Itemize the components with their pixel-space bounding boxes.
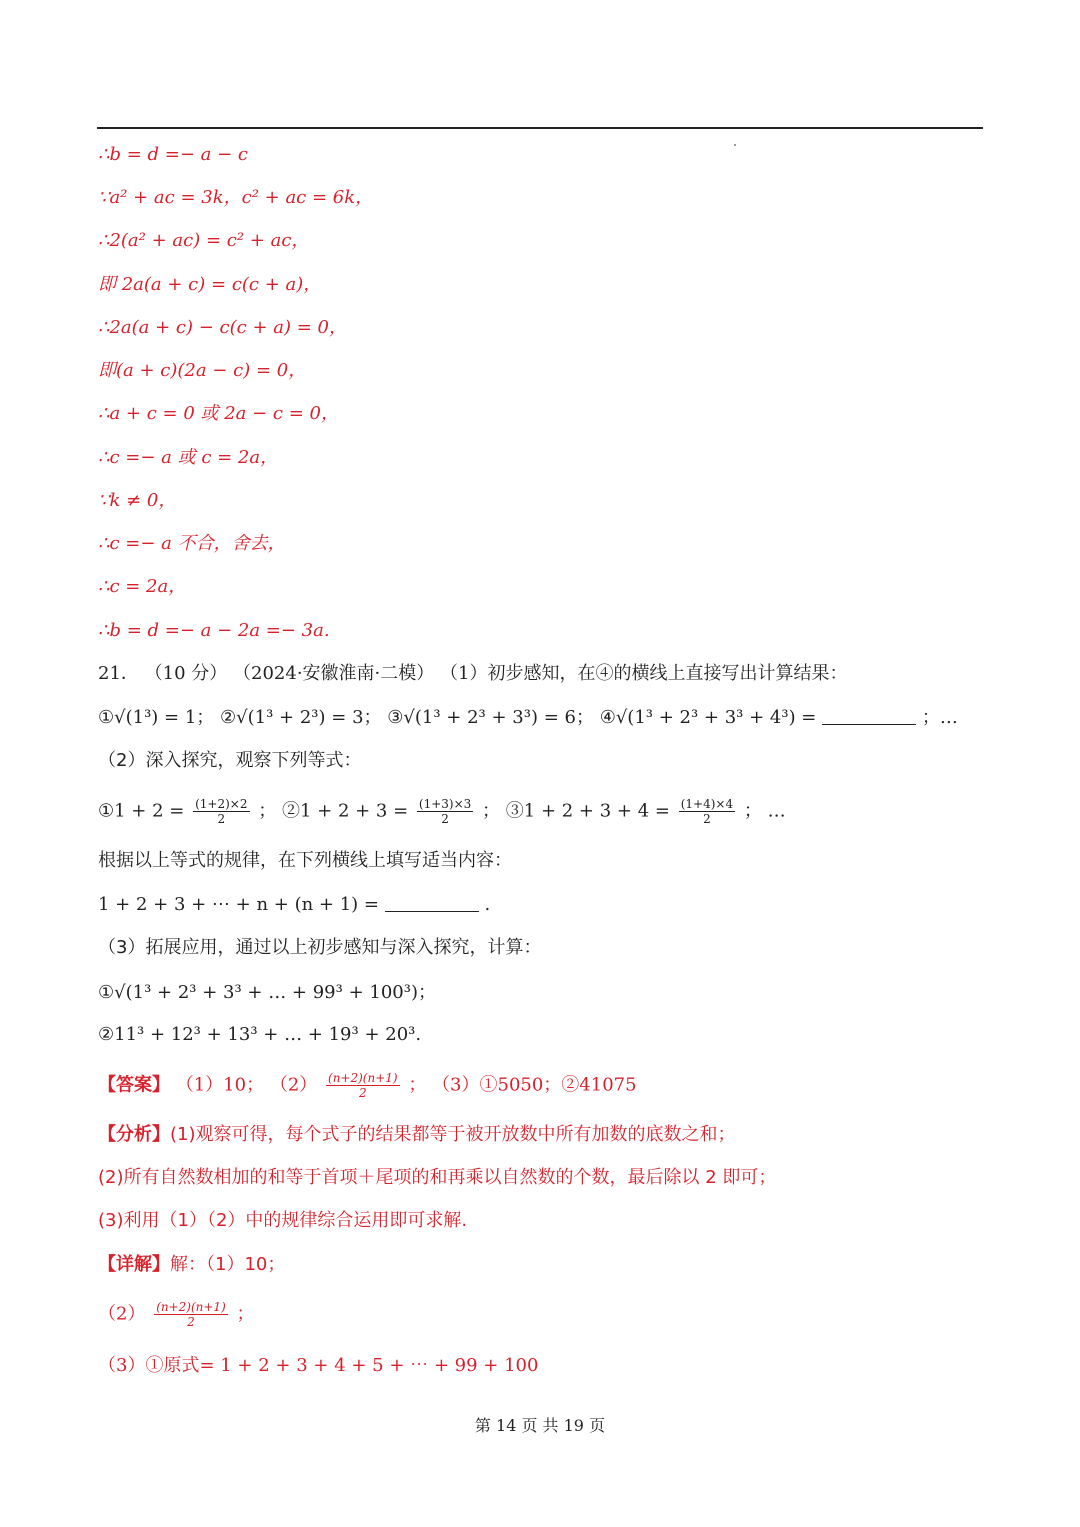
part3-item-2: ②11³ + 12³ + 13³ + … + 19³ + 20³.: [98, 1024, 422, 1045]
part2-intro: （2）深入探究，观察下列等式：: [98, 750, 362, 771]
question-source: （2024·安徽淮南·二模）: [233, 663, 435, 684]
step-3: ∴2(a² + ac) = c² + ac，: [98, 230, 310, 251]
fraction-numerator: (n+2)(n+1): [156, 1300, 226, 1314]
step-11: ∴c = 2a，: [98, 576, 187, 597]
part3-intro: （3）拓展应用，通过以上初步感知与深入探究，计算：: [98, 937, 542, 958]
analysis-line-1: [98, 1122, 736, 1148]
part1-item-end: ；…: [921, 707, 958, 728]
fraction-denominator: 2: [217, 812, 226, 826]
step-5: ∴2a(a + c) − c(c + a) = 0，: [98, 317, 347, 338]
part1-item-2: ②√(1³ + 2³) = 3；: [220, 707, 382, 728]
part1-item-4: ④√(1³ + 2³ + 3³ + 4³) =: [599, 707, 817, 728]
part2-eq3-fraction: [679, 797, 735, 826]
part1-intro: （1）初步感知，在④的横线上直接写出计算结果：: [440, 663, 848, 684]
detail-line-2: [98, 1300, 254, 1329]
detail-label: 【详解】: [98, 1254, 170, 1275]
separator: ； …: [743, 800, 786, 822]
page-footer: 第 14 页 共 19 页: [474, 1416, 606, 1435]
part1-item-3: ③√(1³ + 2³ + 3³) = 6；: [387, 707, 594, 728]
analysis-text-1: (1)观察可得，每个式子的结果都等于被开放数中所有加数的底数之和；: [170, 1124, 736, 1145]
step-4: 即 2a(a + c) = c(c + a)，: [98, 274, 322, 295]
detail-part2-prefix: （2）: [98, 1303, 146, 1325]
answer-label: 【答案】: [98, 1074, 170, 1096]
fraction-denominator: 2: [187, 1315, 195, 1329]
step-7: ∴a + c = 0 或 2a − c = 0，: [98, 403, 339, 424]
part2-end: .: [484, 894, 491, 915]
part2-eq1-left: ①1 + 2 =: [98, 800, 185, 822]
separator: ；: [258, 800, 277, 822]
part2-eq2-left: ②1 + 2 + 3 =: [281, 800, 409, 822]
fraction-denominator: 2: [703, 812, 711, 826]
fraction-numerator: (n+2)(n+1): [328, 1071, 398, 1085]
step-9: ∵k ≠ 0，: [98, 490, 177, 511]
detail-text-1: 解：（1）10；: [170, 1254, 286, 1275]
part2-eq2-fraction: [417, 797, 473, 826]
question-number: 21．: [98, 663, 139, 684]
part2-eq3-left: ③1 + 2 + 3 + 4 =: [505, 800, 670, 822]
detail-part2-suffix: ；: [236, 1303, 255, 1325]
part1-answer-blank: [822, 706, 916, 725]
answer-line: [98, 1071, 637, 1100]
fraction-denominator: 2: [358, 1086, 367, 1100]
fraction-numerator: (1+3)×3: [418, 797, 472, 811]
detail-line-1: [98, 1252, 285, 1278]
part2-answer-blank: [385, 893, 479, 912]
answer-part2-prefix: （2）: [269, 1074, 318, 1096]
part2-eq1-fraction: [193, 797, 249, 826]
part2-expression: 1 + 2 + 3 + ⋯ + n + (n + 1) =: [98, 894, 379, 915]
fraction-numerator: (1+2)×2: [195, 797, 248, 811]
answer-part3: （3）①5050；②41075: [432, 1074, 637, 1096]
step-8: ∴c =− a 或 c = 2a，: [98, 447, 279, 468]
question-score: （10 分）: [144, 663, 228, 684]
part1-items: [98, 705, 958, 731]
step-10: ∴c =− a 不合，舍去，: [98, 533, 286, 554]
question-header: [98, 661, 847, 687]
answer-part1: （1）10；: [175, 1074, 265, 1096]
analysis-line-2: (2)所有自然数相加的和等于首项＋尾项的和再乘以自然数的个数，最后除以 2 即可；: [98, 1167, 777, 1188]
detail-part2-fraction: [154, 1300, 228, 1329]
analysis-line-3: (3)利用（1）（2）中的规律综合运用即可求解.: [98, 1210, 468, 1231]
part2-rule: 根据以上等式的规律，在下列横线上填写适当内容：: [98, 850, 512, 871]
fraction-numerator: (1+4)×4: [680, 797, 734, 811]
speck: [734, 144, 736, 146]
part2-items: [98, 797, 786, 826]
separator: ；: [482, 800, 501, 822]
fraction-denominator: 2: [441, 812, 449, 826]
detail-line-3: （3）①原式= 1 + 2 + 3 + 4 + 5 + ⋯ + 99 + 100: [98, 1355, 539, 1376]
part2-expression-line: [98, 892, 490, 918]
answer-part2-suffix: ；: [408, 1074, 427, 1096]
part1-item-1: ①√(1³) = 1；: [98, 707, 215, 728]
answer-part2-fraction: [326, 1071, 400, 1100]
part3-item-1: ①√(1³ + 2³ + 3³ + … + 99³ + 100³)；: [98, 982, 436, 1003]
step-6: 即(a + c)(2a − c) = 0，: [98, 360, 307, 381]
analysis-label: 【分析】: [98, 1124, 170, 1145]
header-rule: [97, 127, 983, 129]
step-2: ∵a² + ac = 3k，c² + ac = 6k，: [98, 187, 374, 208]
step-1: ∴b = d =− a − c: [98, 144, 248, 165]
step-12: ∴b = d =− a − 2a =− 3a.: [98, 620, 330, 641]
